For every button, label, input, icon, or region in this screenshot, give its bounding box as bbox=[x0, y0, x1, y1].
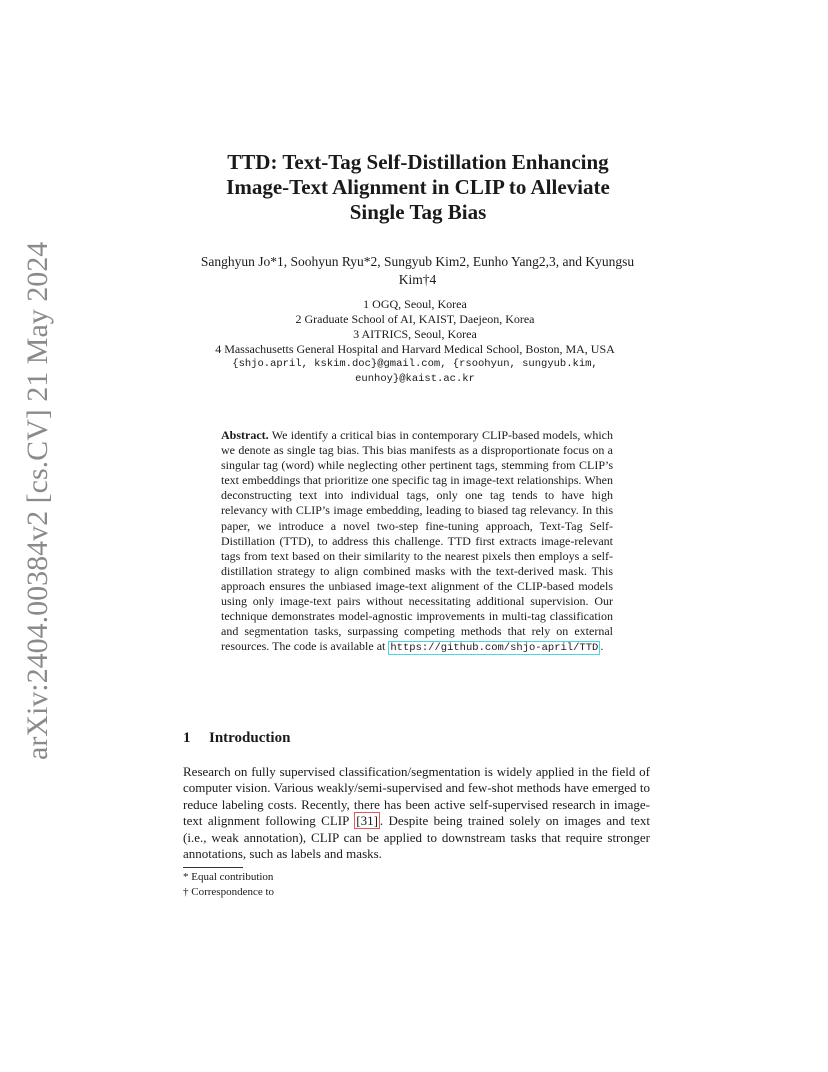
paper-title bbox=[150, 150, 686, 225]
code-link[interactable]: https://github.com/shjo-april/TTD bbox=[390, 642, 599, 655]
affiliation: 2 Graduate School of AI, KAIST, Daejeon, Korea bbox=[295, 312, 535, 326]
arxiv-stamp: arXiv:2404.00384v2 [cs.CV] 21 May 2024 bbox=[21, 241, 54, 760]
section-title: Introduction bbox=[209, 730, 291, 746]
affiliation: 1 OGQ, Seoul, Korea bbox=[363, 297, 467, 311]
author-line: Kim†4 bbox=[398, 272, 437, 287]
title-line: Image-Text Alignment in CLIP to Alleviate bbox=[226, 175, 610, 199]
email-line: {shjo.april, kskim.doc}@gmail.com, {rsoohyun, sungyub.kim, bbox=[232, 358, 598, 370]
affiliation: 4 Massachusetts General Hospital and Harvard Medical School, Boston, MA, USA bbox=[215, 342, 615, 356]
footnote: * Equal contribution bbox=[183, 871, 274, 883]
email-line: eunhoy}@kaist.ac.kr bbox=[355, 373, 475, 385]
author-list bbox=[180, 253, 655, 289]
abstract bbox=[221, 428, 613, 656]
title-line: Single Tag Bias bbox=[349, 200, 487, 224]
abstract-label: Abstract. bbox=[221, 428, 269, 442]
footnote-rule bbox=[183, 867, 243, 868]
abstract-end: . bbox=[600, 639, 604, 654]
affiliation: 3 AITRICS, Seoul, Korea bbox=[353, 327, 477, 341]
citation-link[interactable]: [31] bbox=[356, 813, 378, 829]
abstract-body: We identify a critical bias in contemporary CLIP-based models, which we denote as single tag bias. This bias manifests as a disproportionate focus on a singular tag (word) while neglecting other pertinent tags, stemming from CLIP’s text embeddings that prioritize one specific tag in image-text relationships. When deconstructing text into individual tags, only one tag tends to have high relevancy with CLIP’s image embedding, leading to biased tag relevancy. In this paper, we introduce a novel two-step fine-tuning approach, Text-Tag Self-Distillation (TTD), to address this challenge. TTD first extracts image-relevant tags from text based on their similarity to the nearest pixels then employs a self-distillation strategy to align combined masks with the text-derived mask. This approach ensures the unbiased image-text alignment of the CLIP-based models using only image-text pairs without necessitating additional supervision. Our technique demonstrates model-agnostic improvements in multi-tag classification and segmentation tasks, surpassing competing methods that rely on external resources. The code is available at bbox=[221, 428, 613, 654]
affiliations bbox=[160, 297, 670, 387]
section-number: 1 bbox=[183, 730, 191, 746]
title-line: TTD: Text-Tag Self-Distillation Enhancing bbox=[227, 150, 609, 174]
footnote: † Correspondence to bbox=[183, 886, 275, 898]
section-heading bbox=[183, 730, 290, 747]
footnotes bbox=[183, 870, 583, 900]
intro-paragraph bbox=[183, 764, 650, 862]
intro-text: . Despite being trained solely on images and text (i.e., weak annotation), CLIP can be applied to downstream tasks that require stronger annotations, such as labels and masks. bbox=[183, 813, 651, 862]
intro-text: Research on fully supervised classification/segmentation is widely applied in the field of computer vision. Various weakly/semi-supervised and few-shot methods have emerged to reduce labeling costs. Recently, there has been active self-supervised research in image-text alignment following CLIP bbox=[183, 764, 650, 829]
author-line: Sanghyun Jo*1, Soohyun Ryu*2, Sungyub Kim2, Eunho Yang2,3, and Kyungsu bbox=[200, 254, 635, 269]
